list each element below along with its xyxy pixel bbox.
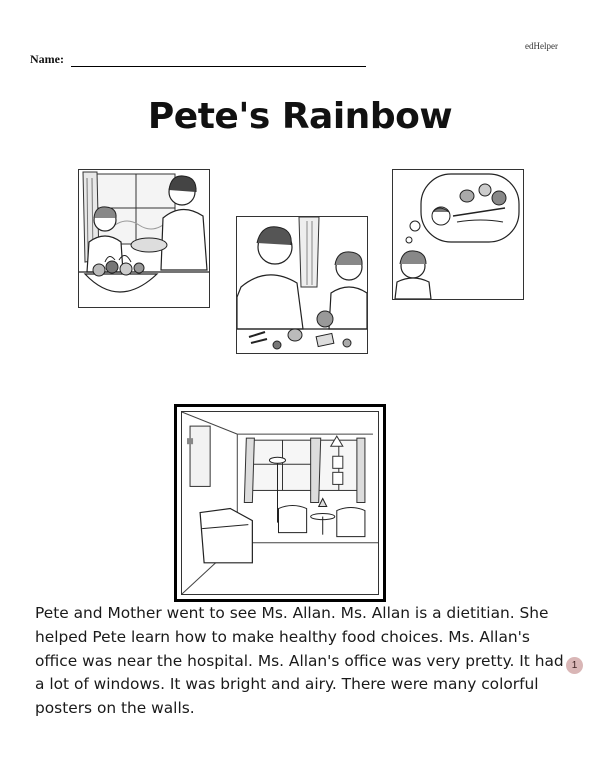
- thought-bubble-illustration: [392, 169, 524, 300]
- story-paragraph: Pete and Mother went to see Ms. Allan. Ms. Allan is a dietitian. She helped Pete learn how to make healthy food choices. Ms. Allan's office was near the hospital. Ms. Allan's office was very pretty. It had a lot of windows. It was bright and airy. There were many colorful posters on the walls.: [35, 604, 564, 718]
- office-illustration: [174, 404, 386, 602]
- brand-label: edHelper: [525, 41, 558, 51]
- page-number-badge: 1: [566, 657, 583, 674]
- kitchen-drawing: [79, 170, 209, 307]
- office-drawing: [182, 412, 378, 594]
- name-input-line[interactable]: [71, 53, 366, 67]
- name-field-row: [30, 52, 366, 67]
- table-drawing: [237, 217, 367, 353]
- office-frame: [181, 411, 379, 595]
- thought-bubble-drawing: [393, 170, 523, 299]
- table-illustration: [236, 216, 368, 354]
- kitchen-illustration: [78, 169, 210, 308]
- page-title: Pete's Rainbow: [147, 96, 453, 137]
- name-label: Name:: [30, 52, 64, 66]
